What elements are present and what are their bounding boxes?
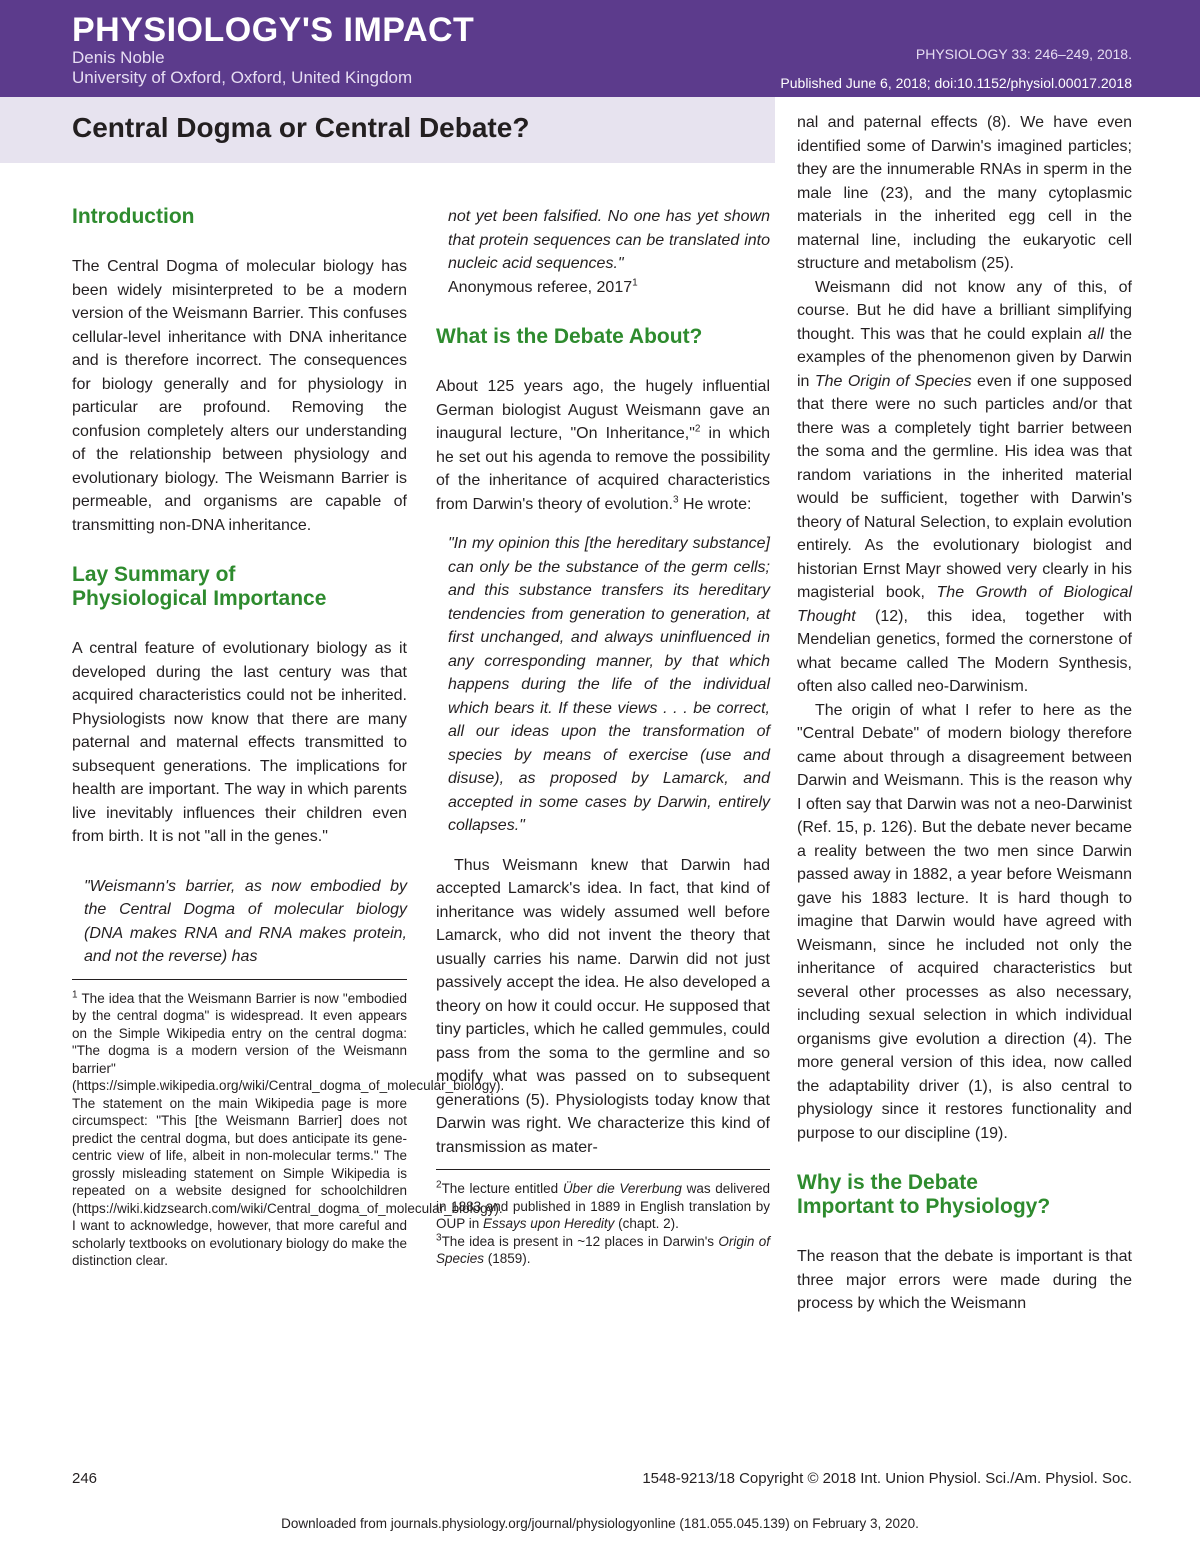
footnote-2-book: Essays upon Heredity <box>483 1216 615 1231</box>
debate-p1-text-c: He wrote: <box>678 495 752 513</box>
column-2 <box>436 205 770 1268</box>
article-title-box <box>0 97 775 163</box>
why-heading-line1: Why is the Debate <box>797 1171 978 1194</box>
epigraph-quote-part1: "Weismann's barrier, as now embodied by the Central Dogma of molecular biology (DNA makes RNA and RNA makes protein, and not the reverse) has <box>84 877 407 965</box>
journal-citation: PHYSIOLOGY 33: 246–249, 2018. <box>915 46 1132 62</box>
epigraph-footnote-ref: 1 <box>632 277 638 289</box>
col3-paragraph-2 <box>797 276 1132 699</box>
footnote-2-title: Über die Vererbung <box>562 1181 682 1196</box>
footnote-2 <box>436 1180 770 1233</box>
author-affiliation: University of Oxford, Oxford, United Kingdom <box>72 68 413 87</box>
lay-summary-heading-line2: Physiological Importance <box>72 587 327 610</box>
col3-p2-growth: The Growth of Biological Thought <box>797 584 1132 625</box>
footnote-3-number: 3 <box>436 1232 442 1243</box>
section-heading-why-important <box>797 1171 1132 1219</box>
col3-paragraph-4: The reason that the debate is important is that three major errors were made during the process by which the Weismann <box>797 1248 1132 1312</box>
debate-footnote-ref-2: 2 <box>694 423 701 435</box>
lay-summary-paragraph: A central feature of evolutionary biology as it developed during the last century was that acquired characteristics could not be inherited. Physiologists now know that there are many paternal and maternal effects transmitted to subsequent generations. The implications for health are important. The way in which parents live inevitably influences their children even from birth. It is not "all in the genes." <box>72 640 407 845</box>
footnote-2-text-a: The lecture entitled <box>441 1181 563 1196</box>
epigraph-quote-part2: not yet been falsified. No one has yet shown that protein sequences can be translated into nucleic acid sequences." <box>448 208 770 272</box>
lay-summary-heading-line1: Lay Summary of <box>72 563 236 586</box>
download-notice: Downloaded from journals.physiology.org/journal/physiologyonline (181.055.045.139) on February 3, 2020. <box>281 1516 919 1531</box>
section-heading-debate: What is the Debate About? <box>436 325 703 348</box>
footnote-1-text: The idea that the Weismann Barrier is now "embodied by the central dogma" is widespread. It even appears on the Simple Wikipedia entry on the central dogma: "The dogma is a modern version of the Weismann barrier" (https://simple.wikipedia.org/wiki/Central_dogma_of_molecular_biology). The statement on the main Wikipedia page is more circumspect: "This [the Weismann Barrier] does not predict the central dogma, but does anticipate its gene-centric view of life, albeit in non-molecular terms." The grossly misleading statement on Simple Wikipedia is repeated on a website designed for schoolchildren (https://wiki.kidzsearch.com/wiki/Central_dogma_of_molecular_biology). I want to acknowledge, however, that more careful and scholarly textbooks on evolutionary biology do make the distinction clear. <box>72 990 505 1268</box>
debate-footnote-ref-3: 3 <box>672 494 679 506</box>
epigraph-attribution <box>436 276 770 300</box>
journal-header-band <box>0 0 1200 97</box>
col3-p2-text-a: Weismann did not know any of this, of course. But he did have a brilliant simplifying thought. This was that he could explain <box>797 278 1132 343</box>
col3-p2-all: all <box>1087 325 1104 343</box>
debate-paragraph-2: Thus Weismann knew that Darwin had accepted Lamarck's idea. In fact, that kind of inheritance was widely assumed well before Lamarck, who did not invent the theory that usually carries his name. Darwin did not just passively accept the idea. He also developed a theory on how it could occur. He supposed that tiny particles, which he called gemmules, could pass from the soma to the germline and so modify what was passed on to subsequent generations (5). Physiologists today know that Darwin was right. We characterize this kind of transmission as mater- <box>436 856 770 1156</box>
publication-info: Published June 6, 2018; doi:10.1152/physiol.00017.2018 <box>780 75 1132 91</box>
footnote-divider-col2 <box>436 1169 770 1170</box>
debate-p1-text-b: in which he set out his agenda to remove the possibility of the inheritance of acquired characteristics from Darwin's theory of evolution. <box>436 425 770 513</box>
footnote-2-text-c: (chapt. 2). <box>614 1216 679 1231</box>
introduction-paragraph: The Central Dogma of molecular biology has been widely misinterpreted to be a modern version of the Weismann Barrier. This confuses cellular-level inheritance with DNA inheritance and is therefore incorrect. The consequences for biology generally and for physiology in particular are profound. Removing the confusion completely alters our understanding of the relationship between physiology and evolutionary biology. The Weismann Barrier is permeable, and organisms are capable of transmitting non-DNA inheritance. <box>72 258 407 534</box>
article-title: Central Dogma or Central Debate? <box>72 112 530 143</box>
footnote-1-number: 1 <box>72 989 78 1000</box>
footnote-2-text-b: was delivered in 1883 and published in 1889 in English translation by OUP in <box>436 1181 770 1231</box>
footnote-3-text-a: The idea is present in ~12 places in Darwin's <box>441 1233 719 1249</box>
weismann-quote: "In my opinion this [the hereditary substance] can only be the substance of the germ cells; and this substance transfers its hereditary tendencies from generation to generation, at first unchanged, and always uninfluenced in any corresponding manner, by that which happens during the life of the individual which bears it. If these views . . . be correct, all our ideas upon the transformation of species by means of exercise (use and disuse), as proposed by Lamarck, and accepted in some cases by Darwin, entirely collapses." <box>448 535 770 834</box>
col3-paragraph-1: nal and paternal effects (8). We have even identified some of Darwin's imagined particles; they are the innumerable RNAs in sperm in the male line (23), and the many cytoplasmic materials in the inherited egg cell in the maternal line, including the eukaryotic cell structure and metabolism (25). <box>797 114 1132 272</box>
col3-paragraph-3: The origin of what I refer to here as the "Central Debate" of modern biology therefore came about through a disagreement between Darwin and Weismann. This is the reason why I often say that Darwin was not a neo-Darwinist (Ref. 15, p. 126). But the debate never became a reality between the two men since Darwin passed away in 1882, a year before Weismann gave his 1883 lecture. It is hard though to imagine that Darwin would have agreed with Weismann, since he included not only the inheritance of acquired characteristics but several other processes as also necessary, including sexual selection in which individual organisms give evolution a direction (4). The more general version of this idea, now called the adaptability driver (1), is also central to physiology since it restores functionality and purpose to our discipline (19). <box>797 701 1132 1142</box>
section-heading-introduction: Introduction <box>72 205 195 228</box>
col3-p2-text-b: the examples of the phenomenon given by Darwin in <box>797 325 1133 390</box>
footnote-2-number: 2 <box>436 1179 442 1191</box>
why-heading-line2: Important to Physiology? <box>797 1195 1051 1218</box>
author-name: Denis Noble <box>72 48 165 67</box>
section-heading-lay-summary <box>72 563 407 611</box>
column-3 <box>797 111 1132 1316</box>
page-number: 246 <box>72 1470 98 1487</box>
col3-p2-origin: The Origin of Species <box>814 372 972 390</box>
debate-p1-text-a: About 125 years ago, the hugely influential German biologist August Weismann gave an inaugural lecture, "On Inheritance," <box>436 378 770 442</box>
footnote-3-text-b: (1859). <box>484 1251 531 1266</box>
col3-p2-text-c: even if one supposed that there were no such particles and/or that there was a completely tight barrier between the soma and the germline. His idea was that random variations in the inherited material would be sufficient, together with Darwin's theory of Natural Selection, to explain evolution entirely. As the evolutionary biologist and historian Ernst Mayr showed very clearly in his magisterial book, <box>797 372 1132 601</box>
epigraph-attribution-text: Anonymous referee, 2017 <box>448 278 633 296</box>
debate-paragraph-1 <box>436 375 770 516</box>
footnote-3 <box>436 1233 770 1268</box>
copyright-notice: 1548-9213/18 Copyright © 2018 Int. Union Physiol. Sci./Am. Physiol. Soc. <box>642 1470 1132 1487</box>
col3-p2-text-d: (12), this idea, together with Mendelian genetics, formed the cornerstone of what became called The Modern Synthesis, often also called neo-Darwinism. <box>797 607 1132 695</box>
footnote-3-book: Origin of Species <box>436 1233 770 1266</box>
footnote-divider <box>72 979 407 980</box>
journal-section-title: PHYSIOLOGY'S IMPACT <box>72 11 475 49</box>
